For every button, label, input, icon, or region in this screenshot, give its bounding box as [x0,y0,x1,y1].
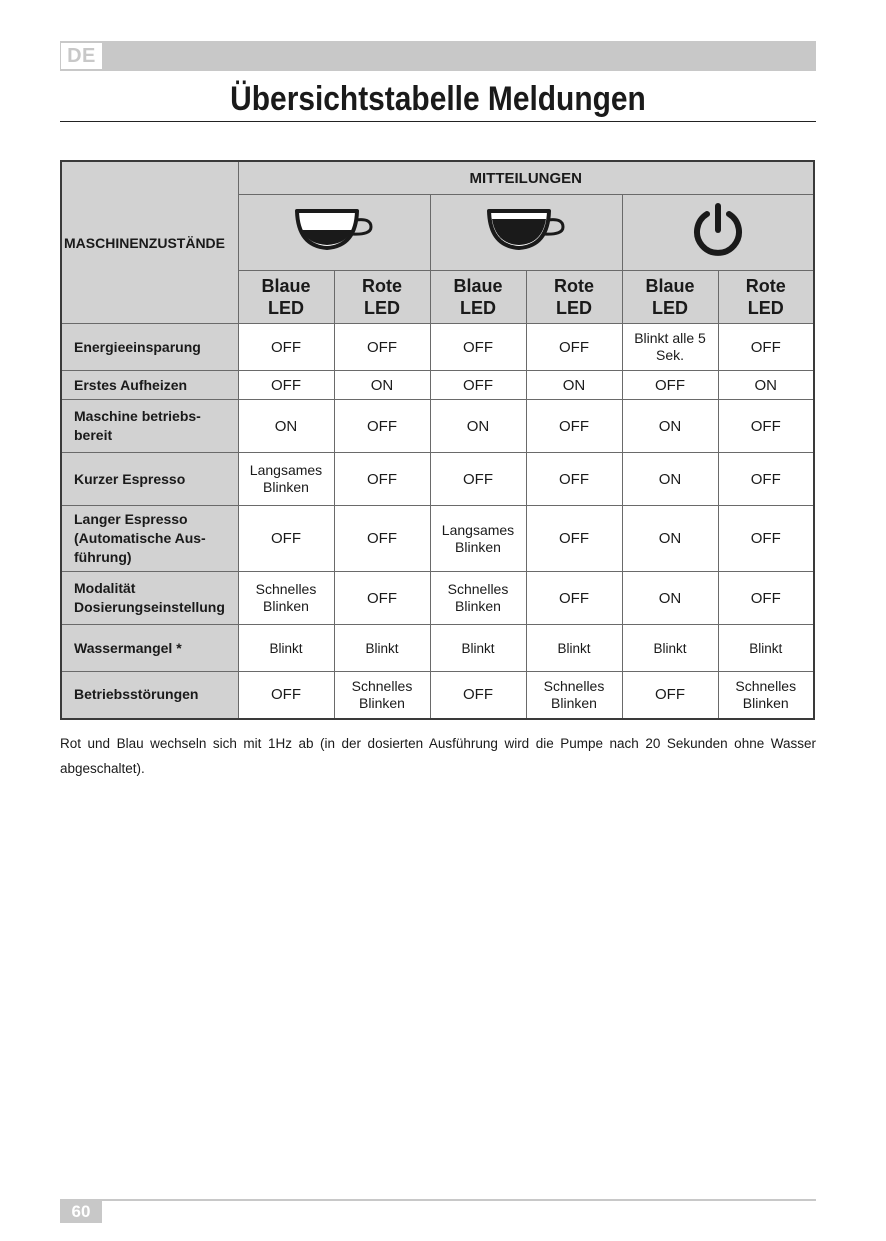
led-header-blue: Blaue LED [238,271,334,324]
status-cell: OFF [718,506,814,572]
status-cell: OFF [430,324,526,371]
status-cell: OFF [526,453,622,506]
status-cell: OFF [430,371,526,400]
status-cell: OFF [238,506,334,572]
row-label: Wassermangel * [61,625,238,672]
status-cell: Blinkt [622,625,718,672]
status-cell: OFF [622,371,718,400]
status-cell: ON [334,371,430,400]
status-cell: OFF [718,324,814,371]
status-cell: Schnelles Blinken [238,572,334,625]
table-row [61,572,814,625]
status-cell: OFF [334,506,430,572]
status-cell: OFF [526,572,622,625]
table-row [61,453,814,506]
status-cell: OFF [430,672,526,719]
table-row [61,672,814,719]
status-cell: OFF [238,371,334,400]
page-number: 60 [60,1201,102,1223]
table-row [61,625,814,672]
row-label: Langer Espresso (Automatische Aus- führung) [61,506,238,572]
icon-cell-power [622,195,814,271]
led-header-blue: Blaue LED [430,271,526,324]
status-cell: Schnelles Blinken [526,672,622,719]
led-header-red: Rote LED [718,271,814,324]
status-cell: ON [430,400,526,453]
icon-cell-large-cup [430,195,622,271]
footer-divider [60,1199,816,1201]
status-cell: ON [622,453,718,506]
row-label: Kurzer Espresso [61,453,238,506]
row-label: Modalität Dosierungseinstellung [61,572,238,625]
row-label: Maschine betriebs- bereit [61,400,238,453]
status-cell: Schnelles Blinken [430,572,526,625]
language-tag: DE [61,43,102,69]
status-cell: ON [238,400,334,453]
status-cell: OFF [718,453,814,506]
table-row [61,324,814,371]
title-divider [60,121,816,122]
header-bar [60,41,816,71]
status-cell: Blinkt alle 5 Sek. [622,324,718,371]
table-row [61,371,814,400]
status-cell: Blinkt [718,625,814,672]
status-cell: OFF [718,572,814,625]
status-cell: ON [622,400,718,453]
table-row [61,400,814,453]
status-cell: ON [718,371,814,400]
status-cell: OFF [430,453,526,506]
status-cell: OFF [238,324,334,371]
status-cell: Schnelles Blinken [334,672,430,719]
status-cell: ON [526,371,622,400]
messages-table [60,160,815,720]
page-title: Übersichtstabelle Meldungen [230,80,646,118]
status-cell: OFF [526,506,622,572]
status-cell: OFF [334,453,430,506]
status-cell: Blinkt [526,625,622,672]
status-cell: ON [622,572,718,625]
status-cell: OFF [526,400,622,453]
status-cell: OFF [718,400,814,453]
row-label: Betriebsstörungen [61,672,238,719]
corner-header: MASCHINENZUSTÄNDE [61,161,238,324]
status-cell: Langsames Blinken [238,453,334,506]
led-header-red: Rote LED [526,271,622,324]
row-label: Erstes Aufheizen [61,371,238,400]
status-cell: OFF [334,400,430,453]
status-cell: OFF [334,572,430,625]
status-cell: OFF [334,324,430,371]
status-cell: ON [622,506,718,572]
led-header-red: Rote LED [334,271,430,324]
status-cell: Blinkt [334,625,430,672]
status-cell: Blinkt [238,625,334,672]
status-cell: OFF [238,672,334,719]
table-row [61,506,814,572]
row-label: Energieeinsparung [61,324,238,371]
footnote: Rot und Blau wechseln sich mit 1Hz ab (in der dosierten Ausführung wird die Pumpe nach 20 Sekunden ohne Wasser abgeschaltet). [60,736,816,776]
led-header-blue: Blaue LED [622,271,718,324]
icon-cell-small-cup [238,195,430,271]
power-icon [691,202,745,258]
status-cell: Blinkt [430,625,526,672]
status-cell: Schnelles Blinken [718,672,814,719]
large-coffee-cup-icon [486,205,566,255]
status-cell: Langsames Blinken [430,506,526,572]
status-cell: OFF [526,324,622,371]
status-cell: OFF [622,672,718,719]
small-coffee-cup-icon [294,205,374,255]
group-header: MITTEILUNGEN [238,161,814,195]
